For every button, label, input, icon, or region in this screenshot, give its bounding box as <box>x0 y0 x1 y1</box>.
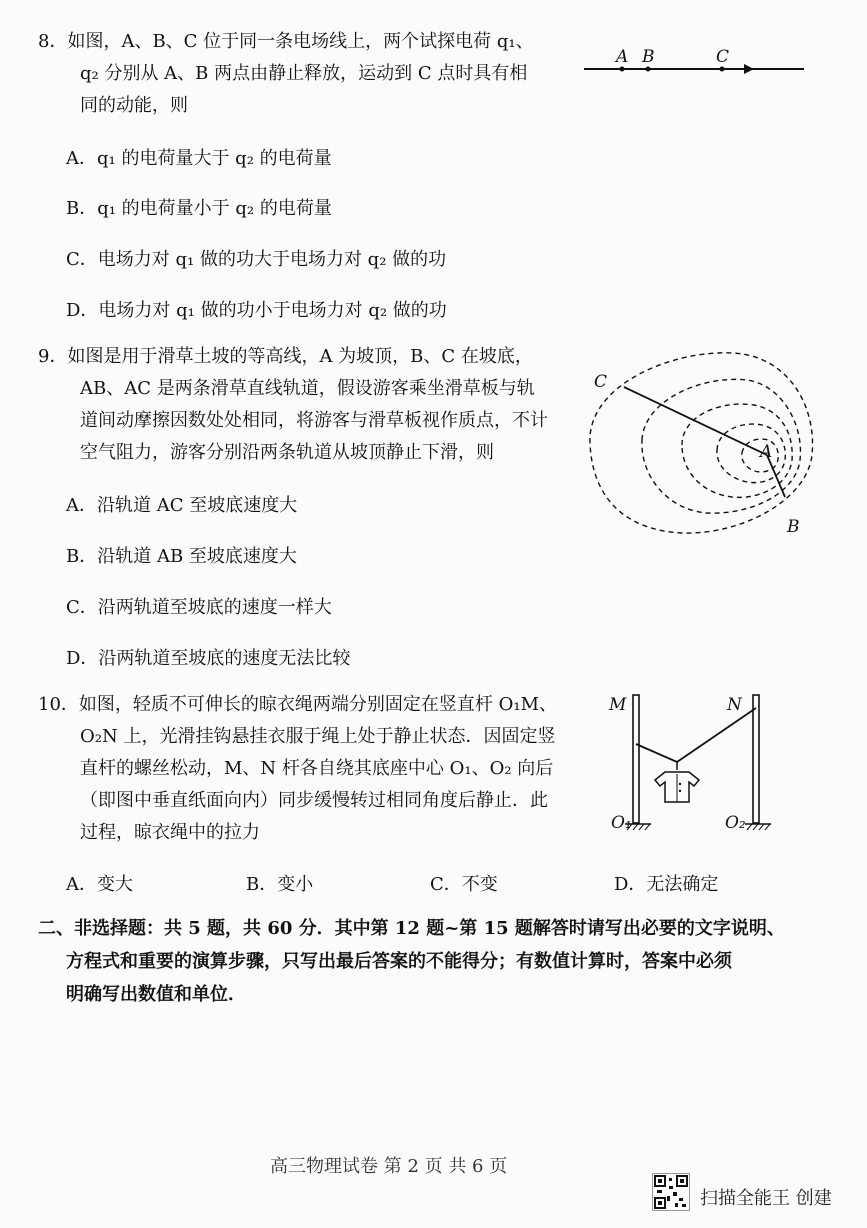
q9-label-b: B <box>787 517 800 537</box>
q8-option-b: B．q₁ 的电荷量小于 q₂ 的电荷量 <box>66 198 332 219</box>
section-2-line-3: 明确写出数值和单位． <box>66 984 246 1005</box>
q8-label-b: B <box>642 47 655 67</box>
q8-line-2: q₂ 分别从 A、B 两点由静止释放，运动到 C 点时具有相 <box>80 63 528 84</box>
q10-label-o1: O₁ <box>611 813 632 833</box>
section-2-line-2: 方程式和重要的演算步骤，只写出最后答案的不能得分；有数值计算时，答案中必须 <box>66 951 732 972</box>
q9-contour-diagram <box>582 345 842 545</box>
q10-option-d: D．无法确定 <box>614 874 719 895</box>
scanner-watermark: 扫描全能王 创建 <box>700 1188 832 1209</box>
q8-option-d: D．电场力对 q₁ 做的功小于电场力对 q₂ 做的功 <box>66 300 447 321</box>
q10-option-a: A．变大 <box>66 874 133 895</box>
q8-line-1: 8．如图，A、B、C 位于同一条电场线上，两个试探电荷 q₁、 <box>38 31 534 52</box>
q9-line-3: 道间动摩擦因数处处相同，将游客与滑草板视作质点，不计 <box>80 410 548 431</box>
q10-label-m: M <box>609 695 627 715</box>
q10-line-2: O₂N 上，光滑挂钩悬挂衣服于绳上处于静止状态．因固定竖 <box>80 726 556 747</box>
q10-clothesline-diagram <box>605 690 785 840</box>
q9-label-a: A <box>760 442 773 462</box>
q10-line-1: 10．如图，轻质不可伸长的晾衣绳两端分别固定在竖直杆 O₁M、 <box>38 694 558 715</box>
q10-label-n: N <box>727 695 742 715</box>
q8-option-c: C．电场力对 q₁ 做的功大于电场力对 q₂ 做的功 <box>66 249 447 270</box>
q9-line-4: 空气阻力，游客分别沿两条轨道从坡顶静止下滑，则 <box>80 442 494 463</box>
q9-option-d: D．沿两轨道至坡底的速度无法比较 <box>66 648 351 669</box>
q10-option-c: C．不变 <box>430 874 498 895</box>
q8-option-a: A．q₁ 的电荷量大于 q₂ 的电荷量 <box>66 148 332 169</box>
q9-label-c: C <box>594 372 608 392</box>
q8-field-line-diagram <box>582 40 812 90</box>
q8-label-a: A <box>616 47 629 67</box>
qr-code-icon <box>652 1173 690 1211</box>
q9-line-2: AB、AC 是两条滑草直线轨道，假设游客乘坐滑草板与轨 <box>80 378 535 399</box>
q9-option-c: C．沿两轨道至坡底的速度一样大 <box>66 597 332 618</box>
q9-option-b: B．沿轨道 AB 至坡底速度大 <box>66 546 297 567</box>
q10-line-3: 直杆的螺丝松动，M、N 杆各自绕其底座中心 O₁、O₂ 向后 <box>80 758 554 779</box>
q8-label-c: C <box>716 47 730 67</box>
q10-label-o2: O₂ <box>725 813 746 833</box>
section-2-line-1: 二、非选择题：共 5 题，共 60 分．其中第 12 题~第 15 题解答时请写出必要的文字说明、 <box>38 918 785 939</box>
q10-line-4: （即图中垂直纸面向内）同步缓慢转过相同角度后静止．此 <box>80 790 548 811</box>
q10-line-5: 过程，晾衣绳中的拉力 <box>80 822 260 843</box>
page-footer: 高三物理试卷 第 2 页 共 6 页 <box>270 1156 508 1177</box>
q9-option-a: A．沿轨道 AC 至坡底速度大 <box>66 495 298 516</box>
q9-line-1: 9．如图是用于滑草土坡的等高线，A 为坡顶，B、C 在坡底， <box>38 346 533 367</box>
q8-line-3: 同的动能，则 <box>80 95 188 116</box>
q10-option-b: B．变小 <box>246 874 314 895</box>
